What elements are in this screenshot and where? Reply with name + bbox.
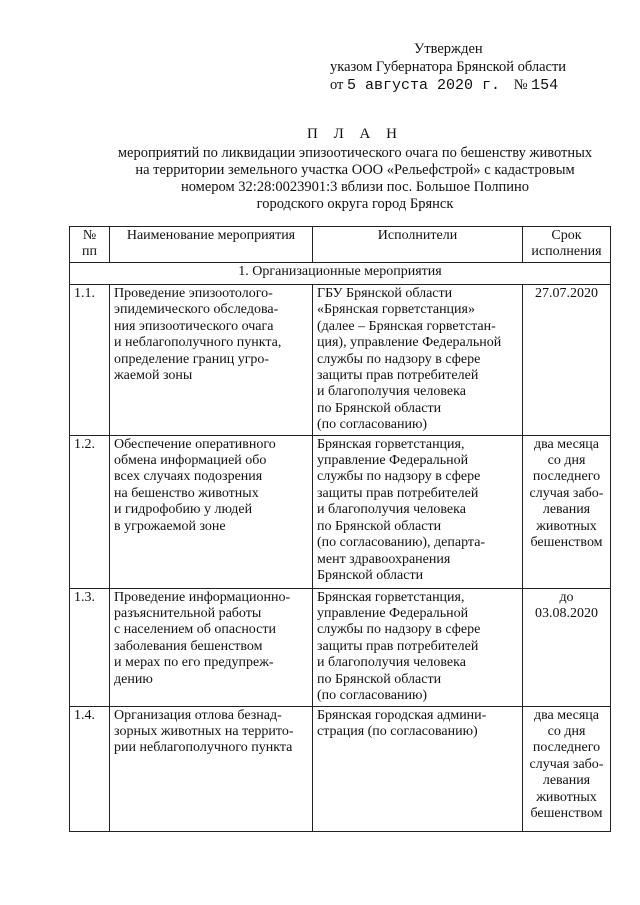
row-number: 1.3.	[70, 588, 110, 706]
row-deadline: два месяца со дня последнего случая забо- левания животных бешенством	[523, 435, 611, 588]
header-name: Наименование мероприятия	[110, 227, 313, 263]
row-executors: ГБУ Брянской области «Брянская горветстанция» (далее – Брянская горветстан- ция), управление Федеральной службы по надзору в сфере защиты прав потребителей и благополучия человека по Брянской области (по согласованию)	[313, 285, 523, 436]
approval-line-decree: указом Губернатора Брянской области	[330, 59, 567, 75]
header-executors: Исполнители	[313, 227, 523, 263]
row-executors: Брянская горветстанция, управление Федеральной службы по надзору в сфере защиты прав потребителей и благополучия человека по Брянской области (по согласованию), департа- мент здравоохранения Брянской области	[313, 435, 523, 588]
header-deadline: Срок исполнения	[523, 227, 611, 263]
row-deadline: 27.07.2020	[523, 285, 611, 436]
section-row	[70, 263, 611, 285]
document-title: П Л А Н	[307, 126, 403, 142]
row-deadline: до 03.08.2020	[523, 588, 611, 706]
row-number: 1.2.	[70, 435, 110, 588]
row-number: 1.1.	[70, 285, 110, 436]
row-activity: Организация отлова безнад- зорных животных на террито- рии неблагополучного пункта	[110, 706, 313, 831]
row-activity: Проведение информационно- разъяснительной работы с населением об опасности заболевания бешенством и мерах по его предупреж- дению	[110, 588, 313, 706]
approval-number-sign: №	[513, 77, 528, 93]
row-executors: Брянская горветстанция, управление Федеральной службы по надзору в сфере защиты прав потребителей и благополучия человека по Брянской области (по согласованию)	[313, 588, 523, 706]
heading-line-4: городского округа город Брянск	[256, 196, 454, 212]
row-activity: Проведение эпизоотолого- эпидемического обследова- ния эпизоотического очага и неблагополучного пункта, определение границ угро- жаемой зоны	[110, 285, 313, 436]
header-num: № пп	[70, 227, 110, 263]
row-activity: Обеспечение оперативного обмена информацией обо всех случаях подозрения на бешенство животных и гидрофобию у людей в угрожаемой зоне	[110, 435, 313, 588]
approval-date-line	[330, 76, 566, 95]
approval-date-prefix: от	[330, 77, 344, 93]
row-deadline: два месяца со дня последнего случая забо- левания животных бешенством	[523, 706, 611, 831]
row-number: 1.4.	[70, 706, 110, 831]
plan-table	[69, 226, 611, 832]
approval-line-approved: Утвержден	[414, 41, 483, 57]
document-heading	[60, 126, 640, 213]
heading-line-3: номером 32:28:0023901:3 вблизи пос. Большое Полпино	[180, 179, 530, 195]
approval-block	[330, 40, 566, 95]
table-row	[70, 285, 611, 436]
table-row	[70, 588, 611, 706]
row-executors: Брянская городская админи- страция (по согласованию)	[313, 706, 523, 831]
approval-number: 154	[531, 77, 559, 94]
heading-line-2: на территории земельного участка ООО «Рельефстрой» с кадастровым	[135, 162, 575, 178]
table-header-row	[70, 227, 611, 263]
table-row	[70, 435, 611, 588]
table-row	[70, 706, 611, 831]
approval-date: 5 августа 2020 г.	[347, 77, 501, 94]
heading-line-1: мероприятий по ликвидации эпизоотического очага по бешенству животных	[117, 145, 593, 161]
section-title: 1. Организационные мероприятия	[70, 263, 611, 285]
